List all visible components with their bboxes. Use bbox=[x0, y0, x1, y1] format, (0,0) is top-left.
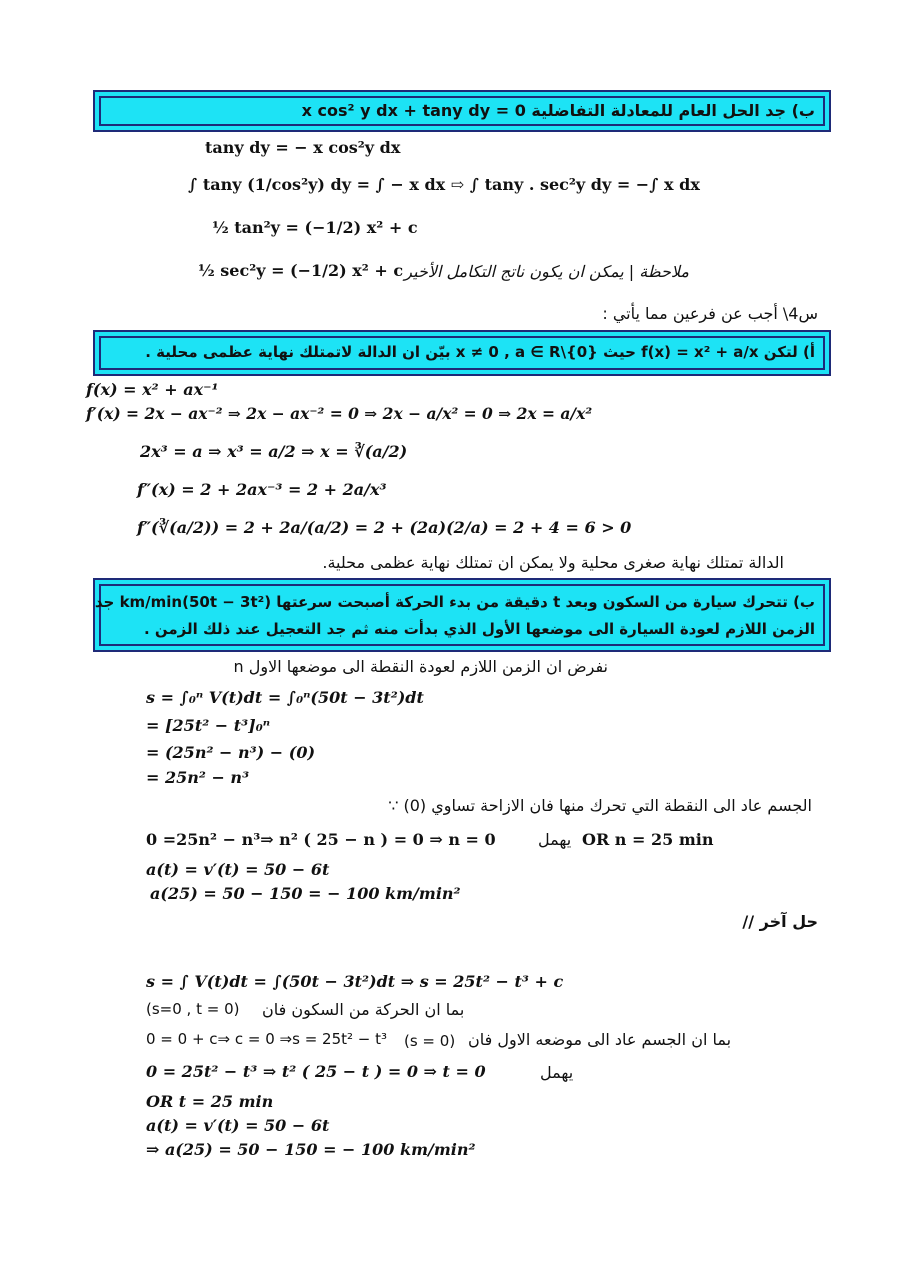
alt-rest-ar: بما ان الحركة من السكون فان bbox=[262, 1000, 465, 1019]
q4a-line-3: 2x³ = a ⇒ x³ = a/2 ⇒ x = ∛(a/2) bbox=[140, 442, 408, 461]
q4b-solve-left: 0 =25n² − n³⇒ n² ( 25 − n ) = 0 ⇒ n = 0 bbox=[146, 830, 496, 849]
q3b-line-2: ∫ tany (1/cos²y) dy = ∫ − x dx ⇨ ∫ tany . sec²y dy = −∫ x dx bbox=[188, 175, 700, 194]
q4b-header-line-1: ب) تتحرك سيارة من السكون وبعد t دقيقة من بدء الحركة أصبحت سرعتها (50t − 3t²)km/min جد bbox=[94, 593, 815, 611]
q3b-note: ملاحظة | يمكن ان يكون ناتج التكامل الأخير bbox=[404, 262, 689, 281]
alt-line-1: s = ∫ V(t)dt = ∫(50t − 3t²)dt ⇒ s = 25t² − t³ + c bbox=[146, 972, 564, 991]
q4b-line-3: = (25n² − n³) − (0) bbox=[146, 743, 316, 762]
alt-rest-cond: (s=0 , t = 0) bbox=[146, 1000, 240, 1018]
q4a-conclusion: الدالة تمتلك نهاية صغرى محلية ولا يمكن ان تمتلك نهاية عظمى محلية. bbox=[322, 553, 784, 572]
q4b-solve-right: OR n = 25 min bbox=[582, 830, 714, 849]
q4b-line-4: = 25n² − n³ bbox=[146, 768, 250, 787]
q4a-header-box bbox=[93, 330, 831, 376]
q4b-neglect: يهمل bbox=[538, 830, 572, 849]
alt-line-3: 0 = 25t² − t³ ⇒ t² ( 25 − t ) = 0 ⇒ t = 0 bbox=[146, 1062, 486, 1081]
q4a-line-1: f(x) = x² + ax⁻¹ bbox=[86, 380, 219, 399]
alt-line-3-ar: يهمل bbox=[540, 1063, 574, 1082]
alt-line-2-ar: بما ان الجسم عاد الى موضعه الاول فان bbox=[468, 1030, 732, 1049]
alt-line-6: ⇒ a(25) = 50 − 150 = − 100 km/min² bbox=[146, 1140, 476, 1159]
q4-title: س4\ أجب عن فرعين مما يأتي : bbox=[602, 304, 818, 323]
alt-line-2-cond: (s = 0) bbox=[404, 1032, 456, 1050]
alt-title: حل آخر // bbox=[742, 912, 818, 931]
q4a-line-5: f″(∛(a/2)) = 2 + 2a/(a/2) = 2 + (2a)(2/a) = 2 + 4 = 6 > 0 bbox=[137, 518, 632, 537]
q4b-header-line-2: الزمن اللازم لعودة السيارة الى موضعها الأول الذي بدأت منه ثم جد التعجيل عند ذلك الزمن . bbox=[143, 620, 815, 638]
q4b-reason: الجسم عاد الى النقطة التي تحرك منها فان الازاحة تساوي (0) ∵ bbox=[388, 796, 812, 815]
q3b-line-1: tany dy = − x cos²y dx bbox=[205, 138, 401, 157]
q4b-line-1: s = ∫₀ⁿ V(t)dt = ∫₀ⁿ(50t − 3t²)dt bbox=[146, 688, 424, 707]
q4b-assume: نفرض ان الزمن اللازم لعودة النقطة الى موضعها الاول n bbox=[233, 657, 608, 676]
alt-line-5: a(t) = v′(t) = 50 − 6t bbox=[146, 1116, 330, 1135]
q4b-accel-2: a(25) = 50 − 150 = − 100 km/min² bbox=[150, 884, 461, 903]
q3b-header-box bbox=[93, 90, 831, 132]
alt-line-4: OR t = 25 min bbox=[146, 1092, 274, 1111]
q4b-line-2: = [25t² − t³]₀ⁿ bbox=[146, 716, 271, 735]
alt-line-2-left: 0 = 0 + c⇒ c = 0 ⇒s = 25t² − t³ bbox=[146, 1030, 388, 1048]
q4b-accel-1: a(t) = v′(t) = 50 − 6t bbox=[146, 860, 330, 879]
q4a-line-4: f″(x) = 2 + 2ax⁻³ = 2 + 2a/x³ bbox=[137, 480, 387, 499]
q3b-line-3: ½ tan²y = (−1/2) x² + c bbox=[212, 218, 418, 237]
q4b-header-box bbox=[93, 578, 831, 652]
q3b-header: ب) جد الحل العام للمعادلة التفاضلية x cos² y dx + tany dy = 0 bbox=[301, 101, 815, 120]
q4a-line-2: f′(x) = 2x − ax⁻² ⇒ 2x − ax⁻² = 0 ⇒ 2x − a/x² = 0 ⇒ 2x = a/x² bbox=[86, 404, 593, 423]
q4a-header: أ) لتكن f(x) = x² + a/x حيث x ≠ 0 , a ∈ R\{0} بيّن ان الدالة لاتمتلك نهاية عظمى محلية . bbox=[145, 343, 815, 361]
q3b-line-4: ½ sec²y = (−1/2) x² + c bbox=[198, 261, 404, 280]
